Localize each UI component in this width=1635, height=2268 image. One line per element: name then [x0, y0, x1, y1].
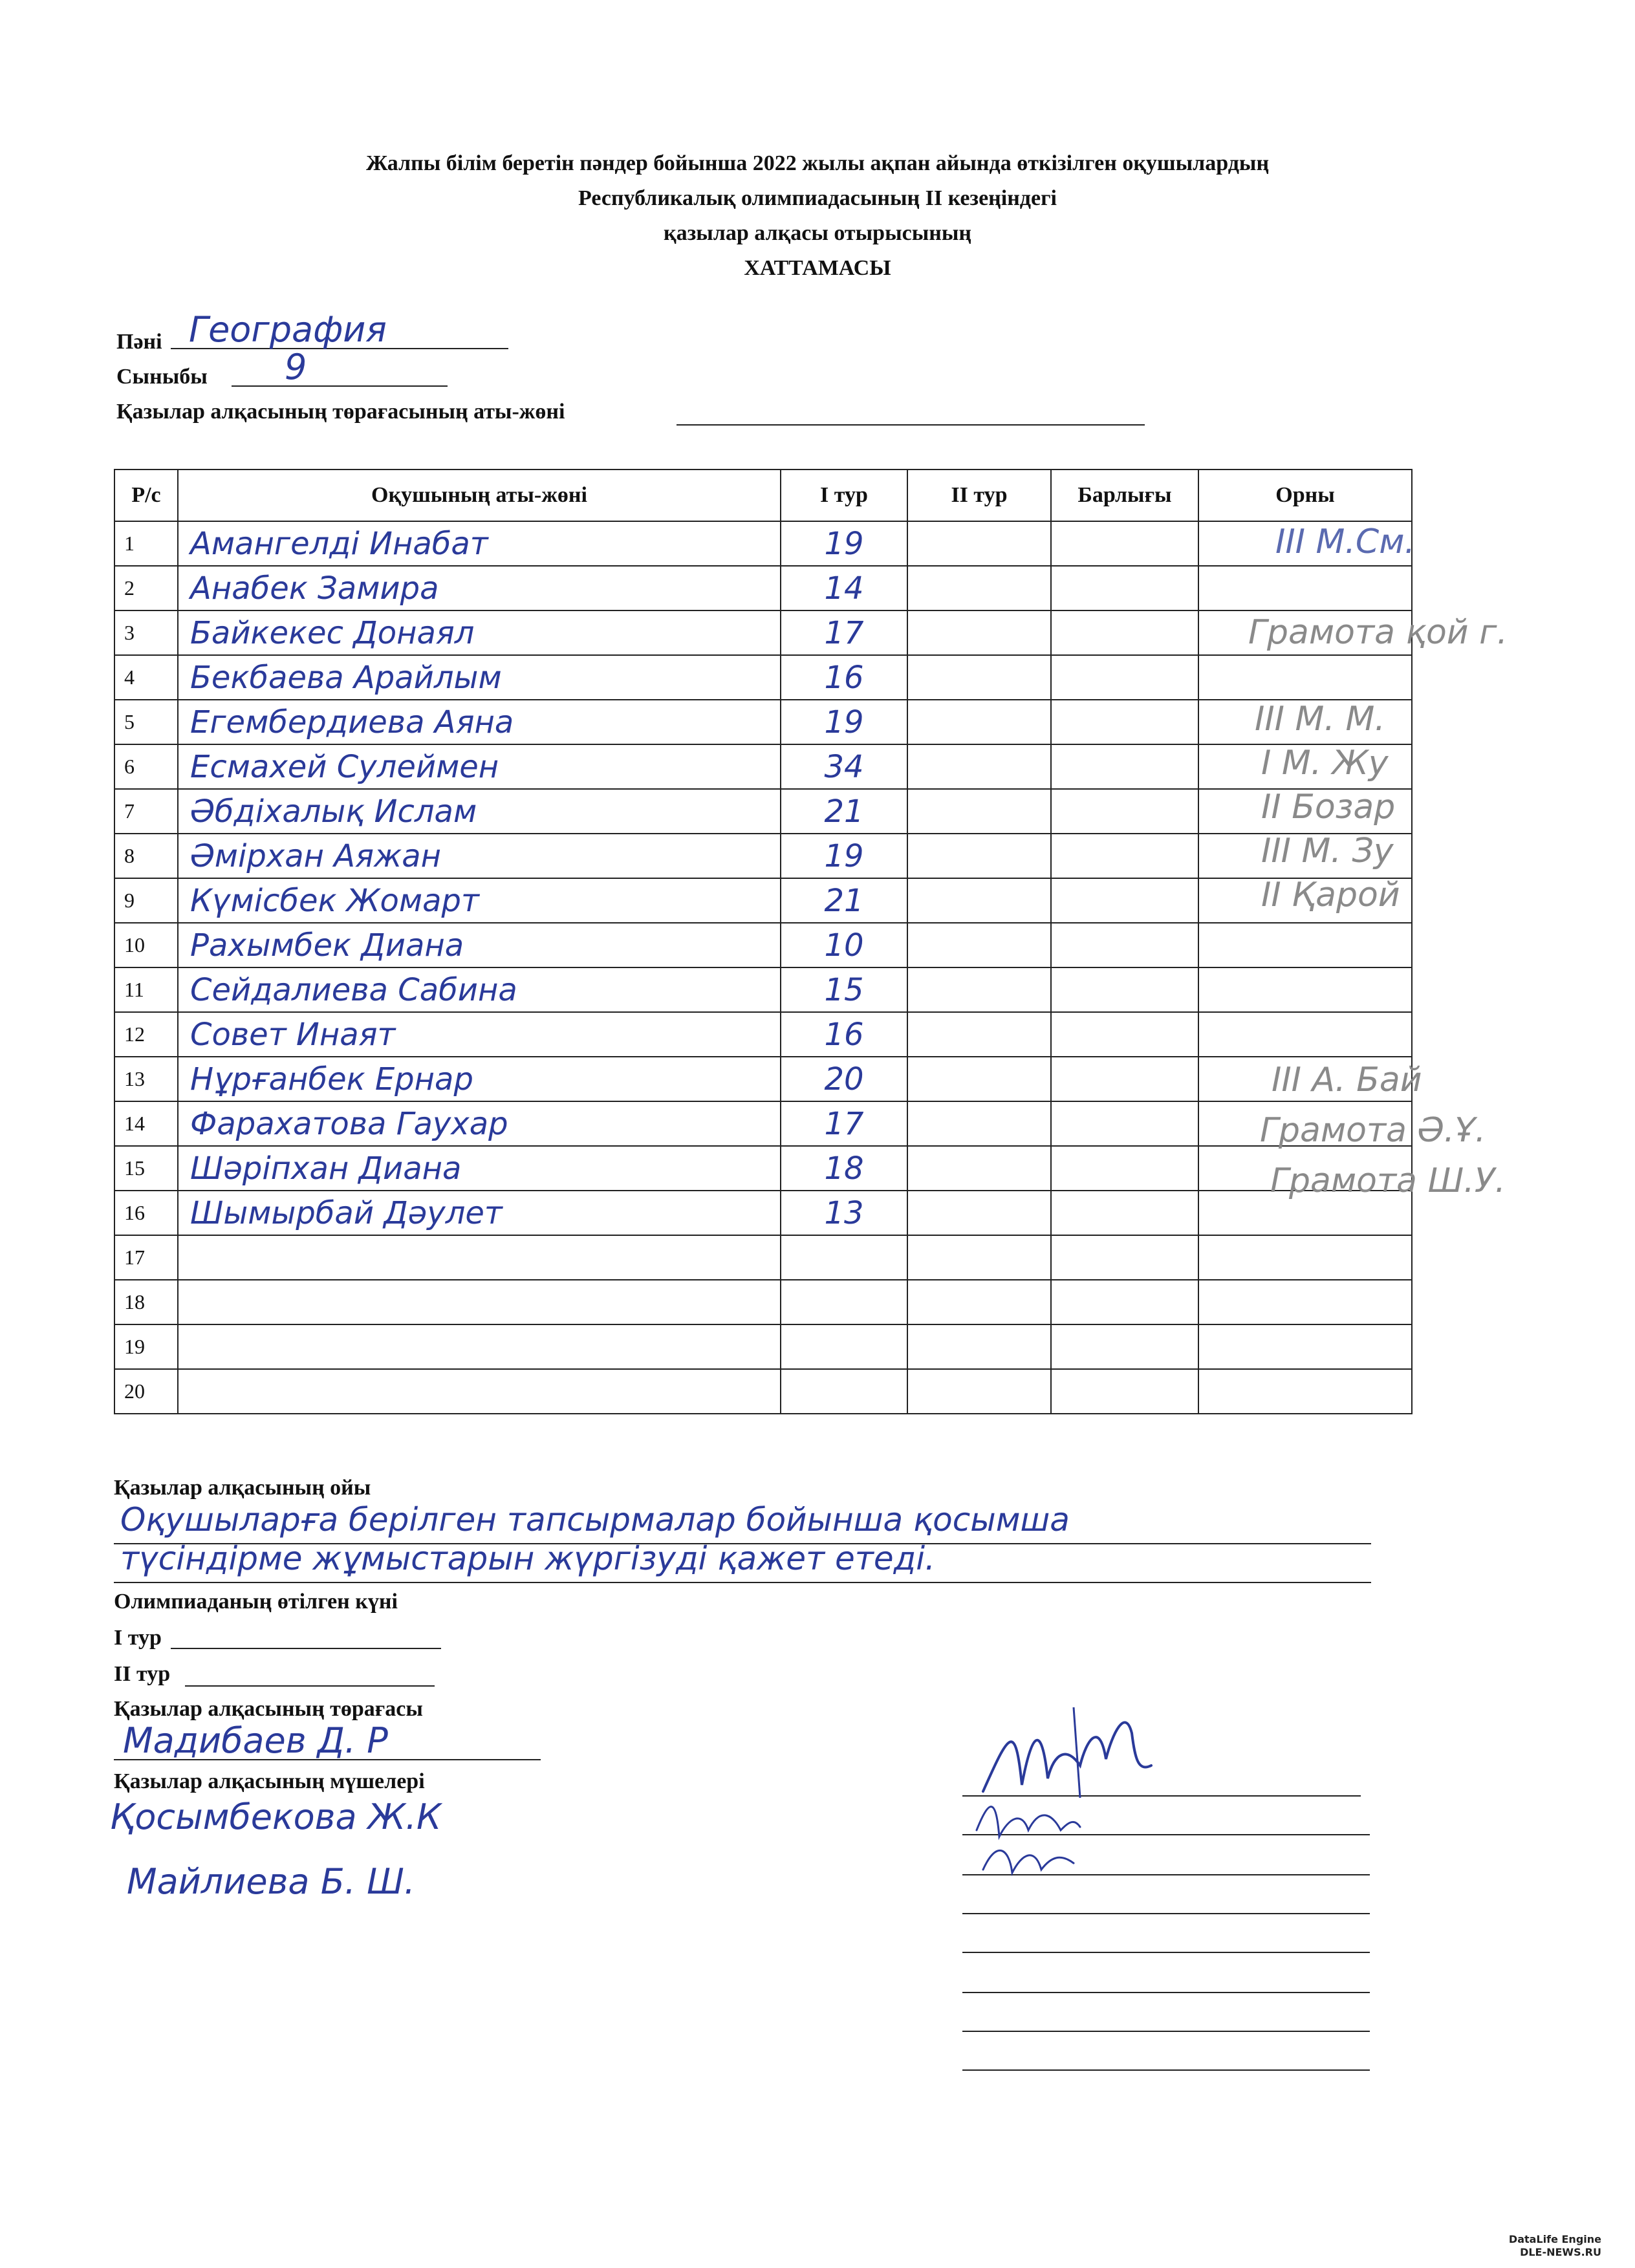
table-row [114, 878, 1412, 923]
table-row [114, 744, 1412, 789]
table-row [114, 566, 1412, 610]
grade-label: Сыныбы [116, 365, 208, 389]
student-name: Фарахатова Гаухар [178, 1101, 781, 1146]
tour1-score [781, 1280, 907, 1324]
row-number: 14 [114, 1101, 178, 1146]
opinion-underline-2 [114, 1582, 1371, 1583]
total-score [1051, 834, 1198, 878]
total-score [1051, 521, 1198, 566]
total-score [1051, 1235, 1198, 1280]
tour1-score: 16 [781, 1012, 907, 1057]
table-row [114, 923, 1412, 967]
tour1-score: 17 [781, 1101, 907, 1146]
place-annotation-9: ІІ Қарой [1261, 876, 1400, 914]
place-cell [1198, 1012, 1412, 1057]
total-score [1051, 878, 1198, 923]
table-row [114, 700, 1412, 744]
table-row [114, 1146, 1412, 1191]
tour1-score: 19 [781, 521, 907, 566]
place-cell [1198, 923, 1412, 967]
row-number: 12 [114, 1012, 178, 1057]
table-row [114, 789, 1412, 834]
row-number: 19 [114, 1324, 178, 1369]
tour2-date-label: ІІ тур [114, 1662, 171, 1686]
tour1-score: 14 [781, 566, 907, 610]
row-number: 11 [114, 967, 178, 1012]
tour2-score [907, 1146, 1051, 1191]
chair-name-label: Қазылар алқасының төрағасының аты-жөні [116, 400, 565, 424]
chair-label: Қазылар алқасының төрағасы [114, 1697, 423, 1721]
tour1-score: 21 [781, 789, 907, 834]
signature-line-4 [962, 1913, 1370, 1914]
total-score [1051, 610, 1198, 655]
student-name: Әбдіхалық Ислам [178, 789, 781, 834]
tour2-score [907, 744, 1051, 789]
tour2-score [907, 878, 1051, 923]
chair-signature [970, 1694, 1177, 1804]
place-cell [1198, 1280, 1412, 1324]
table-row [114, 610, 1412, 655]
row-number: 5 [114, 700, 178, 744]
row-number: 1 [114, 521, 178, 566]
table-row [114, 1235, 1412, 1280]
total-score [1051, 700, 1198, 744]
total-score [1051, 1012, 1198, 1057]
tour2-score [907, 1101, 1051, 1146]
tour2-score [907, 834, 1051, 878]
student-name: Байкекес Донаял [178, 610, 781, 655]
col-header-total: Барлығы [1051, 470, 1198, 521]
student-name: Әмірхан Аяжан [178, 834, 781, 878]
student-name: Егембердиева Аяна [178, 700, 781, 744]
tour1-score: 10 [781, 923, 907, 967]
total-score [1051, 744, 1198, 789]
tour1-score: 19 [781, 834, 907, 878]
student-name: Күмісбек Жомарт [178, 878, 781, 923]
col-header-number: Р/с [114, 470, 178, 521]
header-line-3: қазылар алқасы отырысының [664, 221, 971, 245]
watermark [1509, 2233, 1601, 2259]
row-number: 2 [114, 566, 178, 610]
place-cell [1198, 655, 1412, 700]
tour1-score: 13 [781, 1191, 907, 1235]
place-annotation-3: Грамота қой г. [1248, 613, 1508, 652]
place-annotation-5: ІІІ М. М. [1255, 700, 1385, 739]
row-number: 17 [114, 1235, 178, 1280]
tour1-date-label: І тур [114, 1626, 162, 1650]
tour1-score: 19 [781, 700, 907, 744]
student-name [178, 1369, 781, 1414]
tour2-score [907, 789, 1051, 834]
document-title: ХАТТАМАСЫ [744, 256, 891, 280]
table-row [114, 1012, 1412, 1057]
tour1-score: 16 [781, 655, 907, 700]
tour2-score [907, 1369, 1051, 1414]
member-2: Майлиева Б. Ш. [127, 1861, 415, 1902]
total-score [1051, 1369, 1198, 1414]
chair-value: Мадибаев Д. Р [123, 1720, 388, 1761]
total-score [1051, 1057, 1198, 1101]
student-name: Шымырбай Дәулет [178, 1191, 781, 1235]
tour1-date-underline [171, 1648, 441, 1649]
tour2-score [907, 967, 1051, 1012]
member-signature-2 [977, 1834, 1106, 1886]
table-row [114, 967, 1412, 1012]
tour1-score [781, 1369, 907, 1414]
tour2-score [907, 1324, 1051, 1369]
table-row [114, 655, 1412, 700]
signature-line-7 [962, 2031, 1370, 2032]
place-annotation-14: Грамота Ә.Ұ. [1260, 1111, 1486, 1150]
total-score [1051, 1324, 1198, 1369]
tour1-score: 15 [781, 967, 907, 1012]
row-number: 15 [114, 1146, 178, 1191]
row-number: 10 [114, 923, 178, 967]
col-header-place: Орны [1198, 470, 1412, 521]
total-score [1051, 1280, 1198, 1324]
tour1-score: 21 [781, 878, 907, 923]
place-cell [1198, 1235, 1412, 1280]
student-name [178, 1235, 781, 1280]
total-score [1051, 1146, 1198, 1191]
total-score [1051, 967, 1198, 1012]
row-number: 3 [114, 610, 178, 655]
row-number: 13 [114, 1057, 178, 1101]
table-row [114, 521, 1412, 566]
tour1-score: 17 [781, 610, 907, 655]
student-name: Анабек Замира [178, 566, 781, 610]
opinion-line-2: түсіндірме жұмыстарын жүргізуді қажет етеді. [120, 1540, 935, 1577]
row-number: 8 [114, 834, 178, 878]
subject-label: Пәні [116, 330, 162, 354]
tour1-score: 20 [781, 1057, 907, 1101]
total-score [1051, 1101, 1198, 1146]
watermark-line-1: DataLife Engine [1508, 2233, 1601, 2245]
total-score [1051, 1191, 1198, 1235]
table-row [114, 1280, 1412, 1324]
tour2-date-underline [185, 1685, 435, 1687]
row-number: 16 [114, 1191, 178, 1235]
table-row [114, 1101, 1412, 1146]
row-number: 20 [114, 1369, 178, 1414]
tour1-score [781, 1235, 907, 1280]
opinion-label: Қазылар алқасының ойы [114, 1476, 371, 1500]
table-row [114, 834, 1412, 878]
tour2-score [907, 610, 1051, 655]
place-cell [1198, 967, 1412, 1012]
subject-value: География [189, 309, 387, 350]
place-annotation-7: ІІ Бозар [1261, 788, 1396, 826]
row-number: 4 [114, 655, 178, 700]
total-score [1051, 566, 1198, 610]
chair-underline [114, 1759, 541, 1760]
header-line-1: Жалпы білім беретін пәндер бойынша 2022 жылы ақпан айында өткізілген оқушылардың [365, 151, 1270, 175]
tour2-score [907, 700, 1051, 744]
tour1-score: 34 [781, 744, 907, 789]
signature-line-6 [962, 1992, 1370, 1993]
table-row [114, 1191, 1412, 1235]
tour2-score [907, 1057, 1051, 1101]
total-score [1051, 923, 1198, 967]
student-name: Совет Инаят [178, 1012, 781, 1057]
col-header-tour1: І тур [781, 470, 907, 521]
tour2-score [907, 566, 1051, 610]
tour1-score [781, 1324, 907, 1369]
grade-value: 9 [285, 347, 307, 387]
place-annotation-15: Грамота Ш.У. [1270, 1161, 1506, 1200]
tour2-score [907, 655, 1051, 700]
student-name: Бекбаева Арайлым [178, 655, 781, 700]
grade-underline [232, 385, 448, 387]
header-line-2: Республикалық олимпиадасының ІІ кезеңіндегі [578, 186, 1057, 210]
tour1-score: 18 [781, 1146, 907, 1191]
signature-line-5 [962, 1952, 1370, 1953]
table-row [114, 1369, 1412, 1414]
place-annotation-1: ІІІ М.См. [1275, 523, 1415, 561]
row-number: 7 [114, 789, 178, 834]
col-header-tour2: ІІ тур [907, 470, 1051, 521]
student-name [178, 1280, 781, 1324]
student-name: Нұрғанбек Ернар [178, 1057, 781, 1101]
tour2-score [907, 521, 1051, 566]
signature-line-8 [962, 2069, 1370, 2071]
opinion-line-1: Оқушыларға берілген тапсырмалар бойынша қосымша [120, 1501, 1070, 1539]
total-score [1051, 655, 1198, 700]
table-row [114, 1057, 1412, 1101]
place-cell [1198, 566, 1412, 610]
place-cell [1198, 1369, 1412, 1414]
table-header-row [114, 470, 1412, 521]
tour2-score [907, 1235, 1051, 1280]
table-row [114, 1324, 1412, 1369]
tour2-score [907, 1280, 1051, 1324]
student-name [178, 1324, 781, 1369]
member-1: Қосымбекова Ж.К [110, 1797, 442, 1837]
tour2-score [907, 923, 1051, 967]
date-label: Олимпиаданың өтілген күні [114, 1590, 398, 1614]
student-name: Амангелді Инабат [178, 521, 781, 566]
members-label: Қазылар алқасының мүшелері [114, 1769, 425, 1793]
row-number: 6 [114, 744, 178, 789]
student-name: Шәріпхан Диана [178, 1146, 781, 1191]
row-number: 9 [114, 878, 178, 923]
student-name: Есмахей Сулеймен [178, 744, 781, 789]
place-cell [1198, 1324, 1412, 1369]
row-number: 18 [114, 1280, 178, 1324]
total-score [1051, 789, 1198, 834]
tour2-score [907, 1191, 1051, 1235]
watermark-line-2: DLE-NEWS.RU [1520, 2246, 1601, 2258]
student-name: Рахымбек Диана [178, 923, 781, 967]
tour2-score [907, 1012, 1051, 1057]
col-header-name: Оқушының аты-жөні [178, 470, 781, 521]
chair-name-underline [677, 424, 1145, 426]
student-name: Сейдалиева Сабина [178, 967, 781, 1012]
place-annotation-6: І М. Жу [1261, 744, 1389, 783]
place-annotation-13: ІІІ А. Бай [1272, 1061, 1422, 1099]
results-table [114, 469, 1413, 1414]
place-annotation-8: ІІІ М. Зу [1261, 832, 1394, 870]
